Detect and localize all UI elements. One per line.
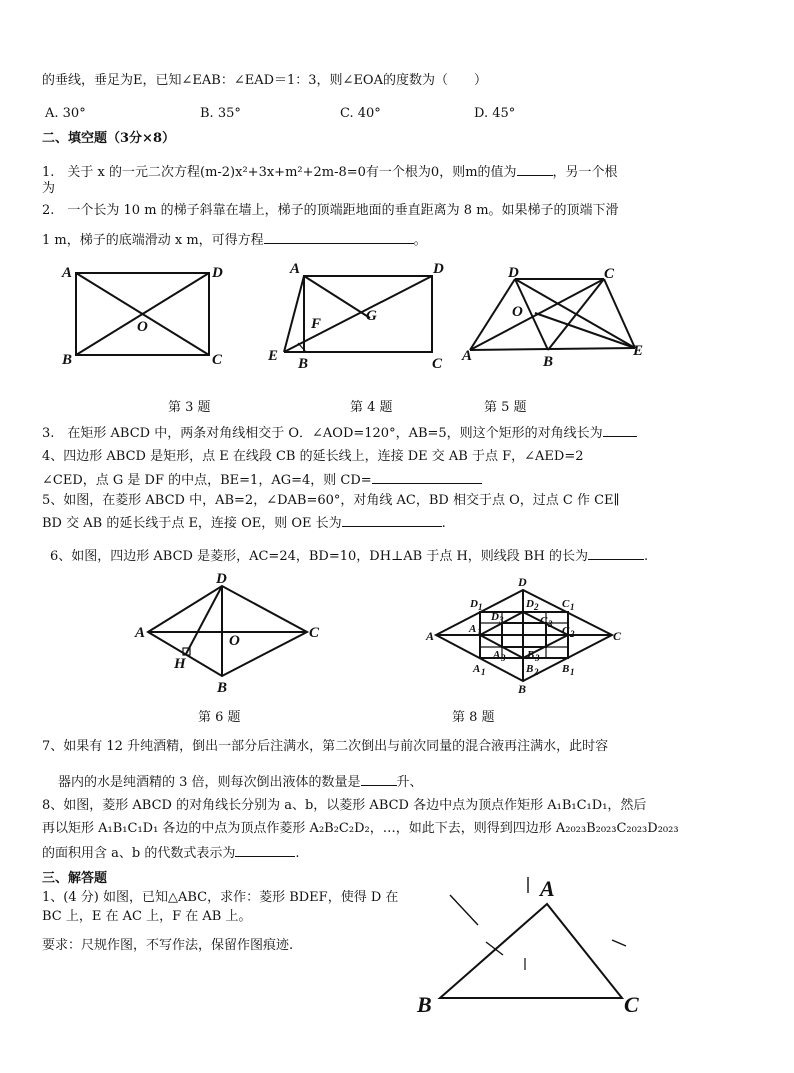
q2-6-text: 6、如图，四边形 ABCD 是菱形，AC=24，BD=10，DH⊥AB 于点 H，则线段 BH 的长为 [50, 549, 588, 564]
question-3-1-cont: BC 上，E 在 AC 上，F 在 AB 上。 [42, 909, 252, 924]
fig8-label-d2: D [526, 598, 534, 610]
fig5-label-d: D [508, 265, 519, 281]
figure-6-rhombus [148, 586, 307, 676]
fig4-label-e: E [268, 348, 279, 364]
fig8-label-b1: B [562, 663, 570, 675]
q2-6-end: . [643, 549, 649, 564]
fig6-label-o: O [229, 633, 240, 649]
question-2-7: 7、如果有 12 升纯酒精，倒出一部分后注满水，第二次倒出与前次同量的混合液再注满水，此时容 [42, 739, 609, 754]
tri-label-a: A [540, 876, 555, 901]
fig8-label-c3: C [540, 615, 548, 627]
construction-triangle [440, 877, 626, 998]
q2-2-end: 。 [413, 233, 427, 248]
tri-label-c: C [624, 992, 639, 1017]
fig5-label-o: O [512, 304, 523, 320]
prev-question-tail: 的垂线，垂足为E，已知∠EAB：∠EAD＝1：3，则∠EOA的度数为（ ） [42, 73, 487, 88]
fig3-label-o: O [137, 319, 148, 335]
fig8-label-c1: C [562, 598, 570, 610]
fig8-label-d1: D [470, 598, 478, 610]
fig6-label-d: D [216, 571, 227, 587]
fig8-label-c: C [613, 629, 622, 643]
tri-label-b: B [417, 992, 432, 1017]
caption-fig5: 第 5 题 [484, 400, 527, 415]
fig6-label-c: C [309, 625, 320, 641]
figure-4-rectangle [284, 276, 432, 352]
fig8-label-c2: C [562, 625, 570, 637]
svg-text:3: 3 [548, 619, 553, 629]
svg-text:1: 1 [481, 667, 486, 677]
fig4-label-g: G [366, 308, 377, 324]
fig5-label-a: A [462, 348, 473, 364]
option-b: B. 35° [200, 106, 241, 121]
option-d: D. 45° [474, 106, 516, 121]
caption-fig6: 第 6 题 [198, 710, 241, 725]
question-2-8-cont: 再以矩形 A₁B₁C₁D₁ 各边的中点为顶点作菱形 A₂B₂C₂D₂，…，如此下去，则得到四边形 A₂₀₂₃B₂₀₂₃C₂₀₂₃D₂₀₂₃ [42, 821, 679, 836]
q2-7-end: 升、 [396, 775, 423, 790]
fig3-label-d: D [212, 265, 223, 281]
fig8-label-a: A [426, 629, 435, 643]
figure-8-nested-rhombus [436, 590, 612, 681]
fig5-label-e: E [633, 343, 644, 359]
svg-text:1: 1 [570, 667, 575, 677]
q2-8-end: . [295, 846, 300, 861]
svg-text:3: 3 [501, 653, 506, 663]
q2-5-end: . [441, 516, 446, 531]
section2-title: 二、填空题（3分×8） [42, 131, 175, 146]
question-2-8: 8、如图，菱形 ABCD 的对角线长分别为 a、b，以菱形 ABCD 各边中点为顶点作矩形 A₁B₁C₁D₁，然后 [42, 798, 647, 813]
q2-5-text-b: BD 交 AB 的延长线于点 E，连接 OE，则 OE 长为 [42, 516, 342, 531]
question-2-2: 2. 一个长为 10 m 的梯子斜靠在墙上，梯子的顶端距地面的垂直距离为 8 m。如果梯子的顶端下滑 [42, 203, 619, 218]
fig4-label-b: B [298, 356, 309, 372]
fig8-label-b3: B [527, 649, 535, 661]
fig8-label-a1-top: A [469, 623, 477, 635]
question-2-4: 4、四边形 ABCD 是矩形，点 E 在线段 CB 的延长线上，连接 DE 交 AB 于点 F，∠AED=2 [42, 449, 584, 464]
q2-8-text-c: 的面积用含 a、b 的代数式表示为 [42, 846, 236, 861]
q2-1-text: 1. 关于 x 的一元二次方程(m-2)x²+3x+m²+2m-8=0有一个根为0，则m的值为 [42, 165, 517, 180]
caption-fig8: 第 8 题 [452, 710, 495, 725]
figure-3-rectangle [76, 273, 209, 355]
option-a: A. 30° [45, 106, 86, 121]
caption-fig4: 第 4 题 [350, 400, 393, 415]
fig3-label-a: A [62, 265, 73, 281]
svg-text:2: 2 [534, 667, 539, 677]
question-3-1: 1、(4 分) 如图，已知△ABC，求作：菱形 BDEF，使得 D 在 [42, 890, 399, 905]
section3-title: 三、解答题 [42, 871, 108, 886]
q2-7-text-b: 器内的水是纯酒精的 3 倍，则每次倒出液体的数量是 [58, 775, 361, 790]
svg-text:1: 1 [570, 602, 575, 612]
svg-text:3: 3 [535, 653, 540, 663]
fig8-label-d: D [518, 575, 527, 589]
fig6-label-h: H [174, 656, 186, 672]
fig5-label-c: C [604, 266, 615, 282]
fig8-label-b: B [518, 682, 527, 696]
fig6-label-a: A [135, 625, 146, 641]
svg-text:2: 2 [570, 629, 575, 639]
fig4-label-c: C [432, 356, 443, 372]
q2-3-text: 3. 在矩形 ABCD 中，两条对角线相交于 O．∠AOD=120°，AB=5，则这个矩形的对角线长为 [42, 426, 603, 441]
svg-text:1: 1 [477, 627, 482, 637]
fig4-label-d: D [433, 261, 444, 277]
fig4-label-f: F [311, 316, 322, 332]
fig3-label-c: C [212, 352, 223, 368]
fig5-label-b: B [543, 354, 554, 370]
fig8-label-a1: A [473, 663, 481, 675]
q2-1-cont: 为 [42, 181, 56, 196]
question-2-5: 5、如图，在菱形 ABCD 中，AB=2，∠DAB=60°，对角线 AC，BD 相交于点 O，过点 C 作 CE∥ [42, 493, 620, 508]
q2-2-text-b: 1 m，梯子的底端滑动 x m，可得方程 [42, 233, 264, 248]
svg-text:1: 1 [478, 602, 483, 612]
svg-text:3: 3 [499, 615, 504, 625]
fig8-label-a3: A [493, 649, 501, 661]
figure-5-rhombus [470, 279, 635, 350]
fig8-label-d3: D [491, 611, 499, 623]
q2-1-text-b: ，另一个根 [552, 165, 618, 180]
fig4-label-a: A [290, 261, 301, 277]
q2-4-text-b: ∠CED，点 G 是 DF 的中点，BE=1，AG=4，则 CD= [42, 473, 372, 488]
svg-text:2: 2 [534, 602, 539, 612]
fig8-label-b2: B [526, 663, 534, 675]
question-3-1-req: 要求：尺规作图，不写作法，保留作图痕迹. [42, 938, 294, 953]
caption-fig3: 第 3 题 [168, 400, 211, 415]
option-c: C. 40° [340, 106, 381, 121]
fig3-label-b: B [62, 352, 73, 368]
fig6-label-b: B [217, 680, 228, 696]
